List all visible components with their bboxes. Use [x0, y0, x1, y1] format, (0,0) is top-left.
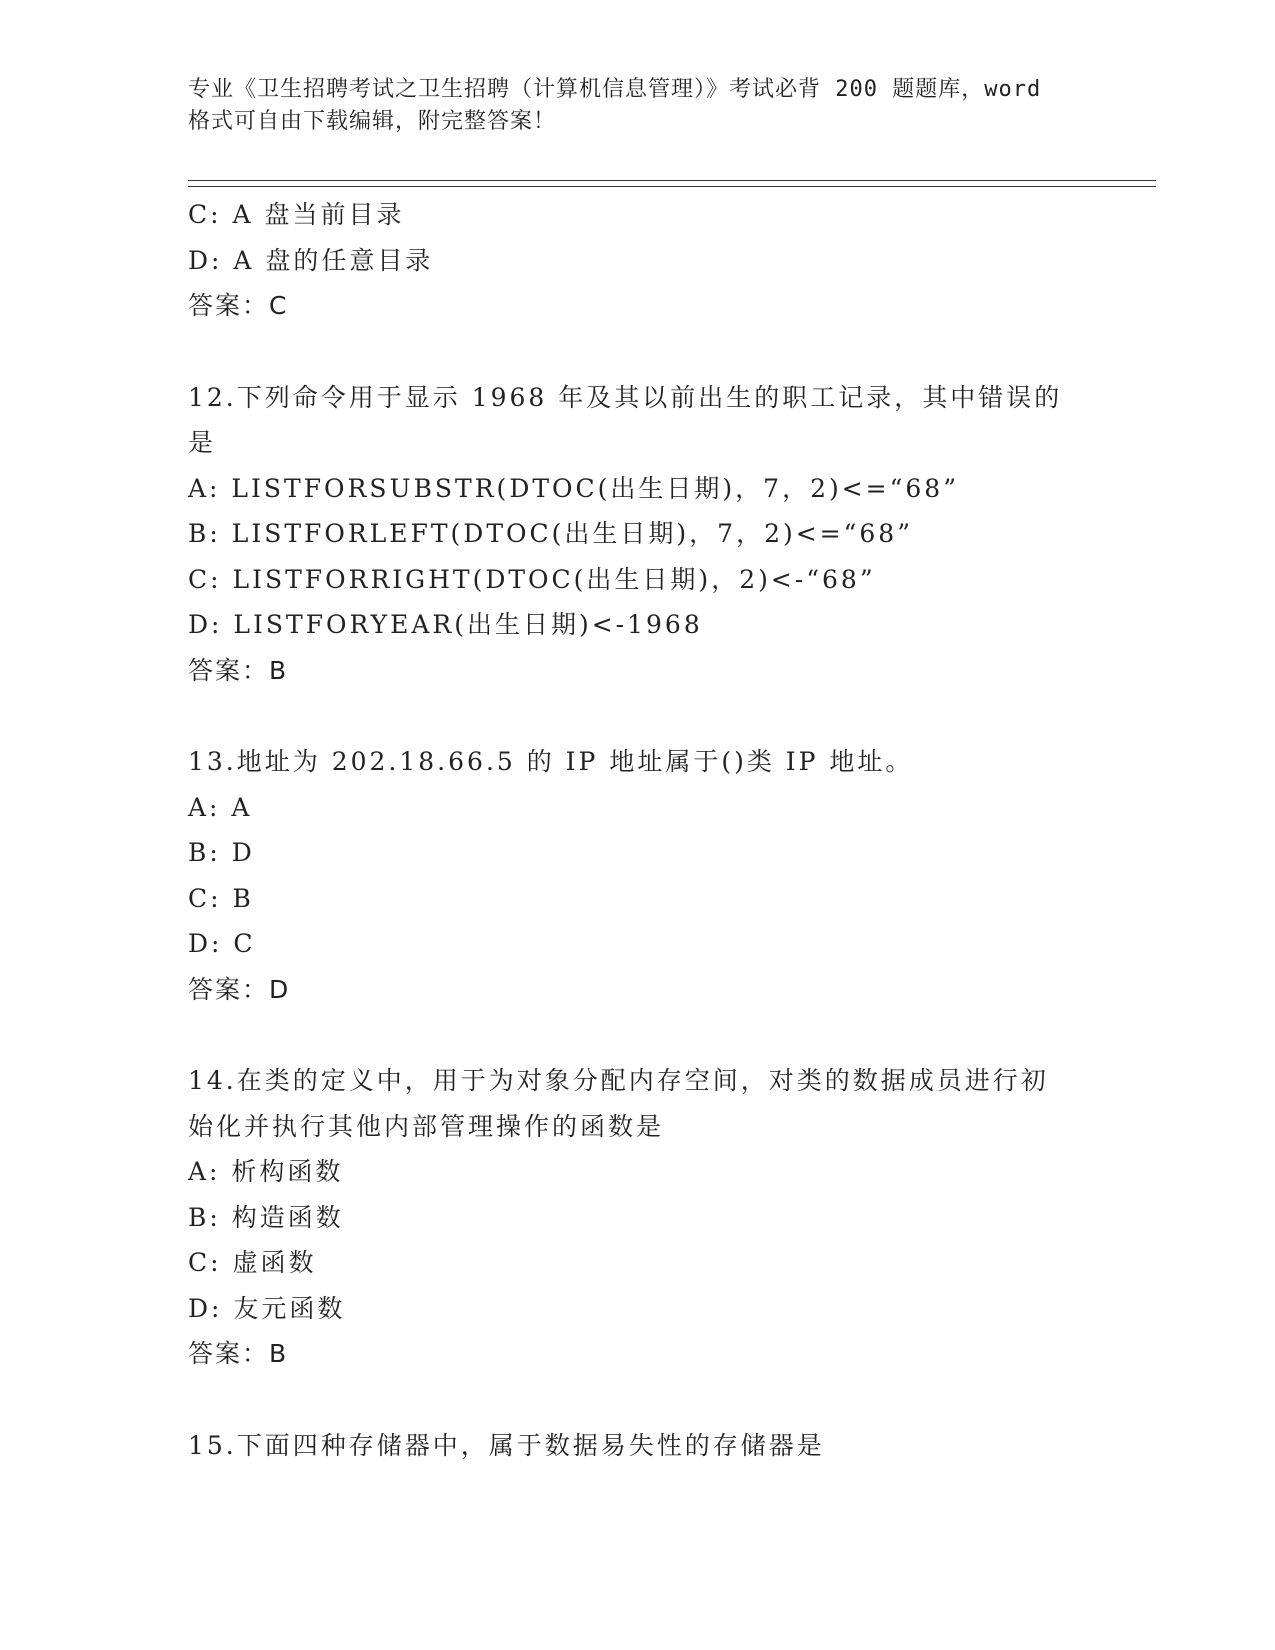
- question-14: [188, 1058, 1088, 1377]
- question-list: [188, 192, 1088, 1468]
- document-header: [188, 74, 1088, 138]
- question-stem: 14.在类的定义中，用于为对象分配内存空间，对类的数据成员进行初: [188, 1066, 1049, 1095]
- option-b: B: D: [188, 838, 255, 867]
- option-b: B: 构造函数: [188, 1202, 344, 1232]
- question-stem: 12.下列命令用于显示 1968 年及其以前出生的职工记录，其中错误的: [188, 382, 1063, 412]
- answer: 答案：D: [188, 974, 291, 1004]
- option-a: A: LISTFORSUBSTR(DTOC(出生日期)，7，2)<=“68”: [188, 473, 959, 503]
- question-stem: 15.下面四种存储器中，属于数据易失性的存储器是: [188, 1430, 825, 1460]
- option-d: D: 友元函数: [188, 1293, 346, 1323]
- answer: 答案：B: [188, 655, 289, 685]
- option-a: A: A: [188, 792, 253, 822]
- question-stem-continued: 是: [188, 428, 217, 457]
- question-stem-continued: 始化并执行其他内部管理操作的函数是: [188, 1111, 665, 1141]
- header-line-2: 格式可自由下载编辑，附完整答案！: [188, 109, 557, 134]
- question-12: [188, 375, 1088, 694]
- option-c: C: LISTFORRIGHT(DTOC(出生日期)，2)<-“68”: [188, 564, 876, 594]
- option-b: B: LISTFORLEFT(DTOC(出生日期)，7，2)<=“68”: [188, 519, 913, 548]
- option-d: D: A 盘的任意目录: [188, 245, 434, 275]
- header-line-1: 专业《卫生招聘考试之卫生招聘（计算机信息管理）》考试必背 200 题题库，word: [188, 77, 1042, 102]
- question-13: [188, 739, 1088, 1012]
- question-11-continued: [188, 192, 1088, 329]
- answer: 答案：C: [188, 291, 289, 320]
- option-c: C: A 盘当前目录: [188, 200, 405, 229]
- option-c: C: B: [188, 883, 254, 913]
- option-d: D: LISTFORYEAR(出生日期)<-1968: [188, 610, 703, 639]
- option-a: A: 析构函数: [188, 1157, 344, 1186]
- option-d: D: C: [188, 929, 256, 958]
- question-15: [188, 1423, 1088, 1469]
- option-c: C: 虚函数: [188, 1248, 317, 1277]
- header-divider-bottom: [188, 186, 1156, 187]
- answer: 答案：B: [188, 1339, 289, 1368]
- header-divider-top: [188, 180, 1156, 181]
- question-stem: 13.地址为 202.18.66.5 的 IP 地址属于()类 IP 地址。: [188, 747, 914, 776]
